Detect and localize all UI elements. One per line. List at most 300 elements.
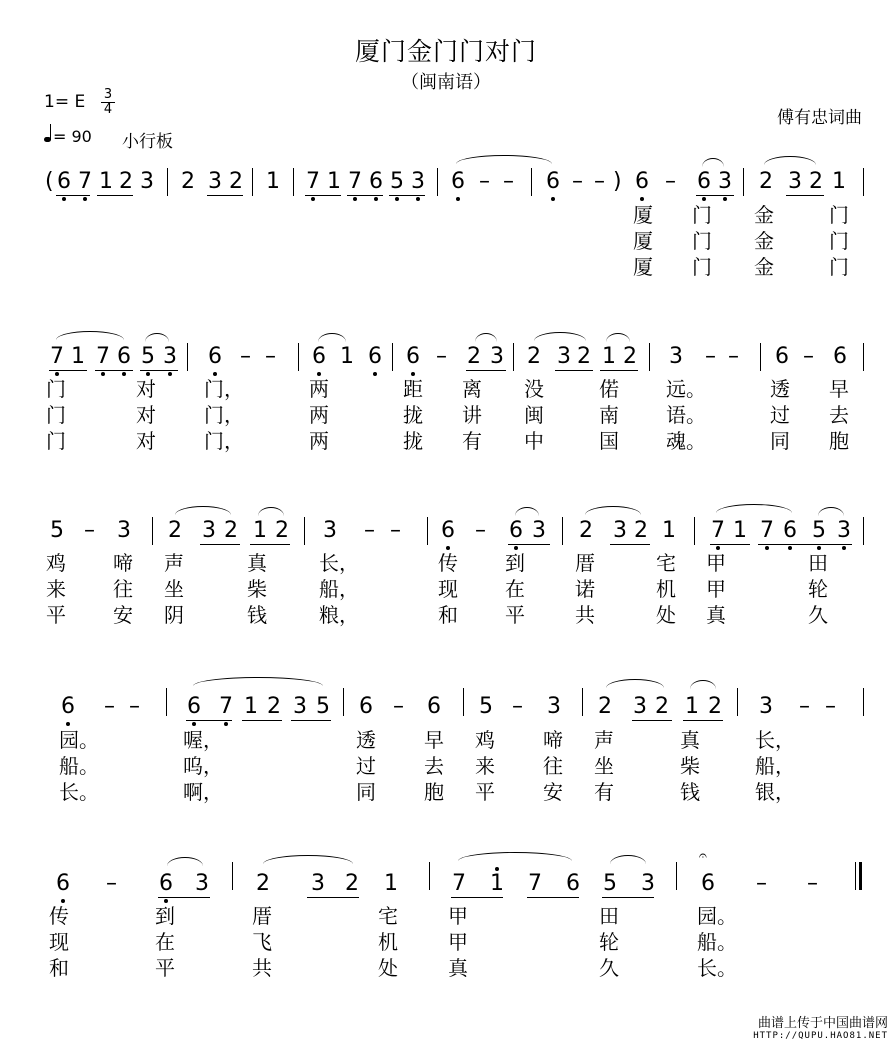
lyric: 和 <box>49 956 69 980</box>
lyric: 船， <box>319 577 359 601</box>
lyric: 离 <box>462 377 482 401</box>
note: 6 <box>56 871 70 896</box>
note: 2 <box>634 518 648 543</box>
lyric: 门 <box>692 255 712 279</box>
lyric: 久 <box>599 956 619 980</box>
note: 3 <box>557 344 571 369</box>
lyric: 平 <box>155 956 175 980</box>
beam <box>683 720 723 721</box>
lyric: 田 <box>599 904 619 928</box>
barline <box>437 168 438 196</box>
lyric: 机 <box>656 577 676 601</box>
barline <box>343 688 344 716</box>
lyric: 对 <box>136 403 156 427</box>
note: 6 <box>427 694 441 719</box>
note: 1 <box>266 169 280 194</box>
dash: – <box>129 694 140 719</box>
beam <box>158 897 210 898</box>
lyric: 甲 <box>448 930 468 954</box>
lyric: 传 <box>49 904 69 928</box>
time-signature <box>101 88 115 117</box>
note: 2 <box>579 518 593 543</box>
note: 7 <box>306 169 320 194</box>
paren-open: ( <box>45 169 54 194</box>
lyric: 诺 <box>575 577 595 601</box>
lyric: 中 <box>524 429 544 453</box>
quarter-note-icon <box>44 137 51 142</box>
note: 5 <box>141 344 155 369</box>
beam <box>602 897 654 898</box>
note: 3 <box>117 518 131 543</box>
note: 6 <box>701 871 715 896</box>
note: 2 <box>598 694 612 719</box>
barline <box>427 517 428 545</box>
lyric: 长， <box>319 551 359 575</box>
lyric: 来 <box>475 754 495 778</box>
note: 2 <box>224 518 238 543</box>
barline <box>392 343 393 371</box>
beam <box>786 195 824 196</box>
slur <box>175 506 231 515</box>
note: 2 <box>708 694 722 719</box>
lyric: 平 <box>505 603 525 627</box>
lyric: 去 <box>424 754 444 778</box>
song-title: 厦门金门门对门 <box>354 37 537 66</box>
lyric: 两 <box>309 403 329 427</box>
barline <box>252 168 253 196</box>
note: 6 <box>775 344 789 369</box>
note: 7 <box>96 344 110 369</box>
lyric: 声 <box>164 551 184 575</box>
lyric: 两 <box>309 429 329 453</box>
beam <box>140 370 178 371</box>
lyric: 甲 <box>448 904 468 928</box>
lyric: 金 <box>754 229 774 253</box>
lyric: 现 <box>438 577 458 601</box>
beam <box>555 370 593 371</box>
lyric: 田 <box>808 551 828 575</box>
note: 3 <box>788 169 802 194</box>
lyric: 两 <box>309 377 329 401</box>
note: 7 <box>711 518 725 543</box>
note: 1 <box>384 871 398 896</box>
dash: – <box>512 694 523 719</box>
lyric: 呜， <box>183 754 223 778</box>
note: 7 <box>760 518 774 543</box>
note: 3 <box>195 871 209 896</box>
lyric: 轮 <box>808 577 828 601</box>
note: 1 <box>685 694 699 719</box>
lyric: 南 <box>599 403 619 427</box>
lyric: 过 <box>770 403 790 427</box>
lyric: 久 <box>808 603 828 627</box>
note: 7 <box>78 169 92 194</box>
note: 2 <box>256 871 270 896</box>
dash: – <box>705 344 716 369</box>
barline <box>863 343 864 371</box>
lyric: 往 <box>543 754 563 778</box>
note: 6 <box>406 344 420 369</box>
note: 2 <box>467 344 481 369</box>
note: 3 <box>718 169 732 194</box>
lyric: 厦 <box>633 203 653 227</box>
lyric: 有 <box>462 429 482 453</box>
note: 6 <box>783 518 797 543</box>
beam <box>389 195 425 196</box>
note: 1 <box>327 169 341 194</box>
lyric: 园。 <box>59 728 99 752</box>
lyric: 金 <box>754 203 774 227</box>
dash: – <box>265 344 276 369</box>
note: 3 <box>411 169 425 194</box>
lyric: 门 <box>46 403 66 427</box>
barline <box>531 168 532 196</box>
barline <box>582 688 583 716</box>
slur <box>56 331 124 340</box>
barline <box>676 862 677 890</box>
note: 6 <box>359 694 373 719</box>
dash: – <box>756 871 767 896</box>
barline <box>649 343 650 371</box>
note: 3 <box>547 694 561 719</box>
beam <box>632 720 672 721</box>
note: 1 <box>244 694 258 719</box>
song-subtitle: （闽南语） <box>401 72 491 93</box>
slur <box>458 852 572 861</box>
beam <box>49 370 87 371</box>
lyric: 飞 <box>252 930 272 954</box>
lyric: 有 <box>594 780 614 804</box>
slur <box>263 855 353 864</box>
lyric: 来 <box>46 577 66 601</box>
lyric: 银， <box>755 780 795 804</box>
slur <box>606 679 664 688</box>
note: 6 <box>566 871 580 896</box>
beam <box>200 544 240 545</box>
dash: – <box>807 871 818 896</box>
lyric: 长。 <box>59 780 99 804</box>
lyric: 金 <box>754 255 774 279</box>
barline <box>863 517 864 545</box>
lyric: 机 <box>378 930 398 954</box>
lyric: 真 <box>247 551 267 575</box>
lyric: 船。 <box>59 754 99 778</box>
lyric: 透 <box>356 728 376 752</box>
beam <box>696 195 734 196</box>
note: 6 <box>441 518 455 543</box>
lyric: 处 <box>656 603 676 627</box>
lyric: 平 <box>475 780 495 804</box>
barline <box>760 343 761 371</box>
barline <box>562 517 563 545</box>
lyric: 真 <box>706 603 726 627</box>
lyric: 钱 <box>680 780 700 804</box>
note: 2 <box>267 694 281 719</box>
barline <box>232 862 233 890</box>
watermark-text: 曲谱上传于中国曲谱网 <box>757 1016 888 1031</box>
lyric: 在 <box>505 577 525 601</box>
beam <box>527 897 579 898</box>
slur <box>585 506 641 515</box>
barline <box>167 168 168 196</box>
barline <box>152 517 153 545</box>
note: 5 <box>50 518 64 543</box>
lyric: 门 <box>829 203 849 227</box>
slur <box>690 680 716 689</box>
note: 6 <box>159 871 173 896</box>
lyric: 厦 <box>633 255 653 279</box>
tempo-value: = 90 <box>53 127 92 146</box>
lyric: 鸡 <box>475 728 495 752</box>
lyric: 门， <box>204 377 244 401</box>
lyric: 过 <box>356 754 376 778</box>
note: 6 <box>208 344 222 369</box>
lyric: 门 <box>829 255 849 279</box>
note: 7 <box>348 169 362 194</box>
dash: – <box>799 694 810 719</box>
lyric: 柴 <box>247 577 267 601</box>
slur <box>610 855 646 864</box>
lyric: 啼 <box>113 551 133 575</box>
note: 2 <box>119 169 133 194</box>
beam <box>291 720 331 721</box>
note: 3 <box>641 871 655 896</box>
lyric: 厦 <box>633 229 653 253</box>
barline <box>863 168 864 196</box>
note: 6 <box>509 518 523 543</box>
dash: – <box>436 344 447 369</box>
dash: – <box>825 694 836 719</box>
note: 1 <box>99 169 113 194</box>
dash: – <box>479 169 490 194</box>
lyric: 早 <box>829 377 849 401</box>
slur <box>818 507 844 516</box>
time-denominator: 4 <box>103 102 113 117</box>
note: 2 <box>809 169 823 194</box>
lyric: 啼 <box>543 728 563 752</box>
barline <box>166 688 167 716</box>
barline <box>304 517 305 545</box>
lyric: 去 <box>829 403 849 427</box>
lyric: 门 <box>46 429 66 453</box>
barline <box>737 688 738 716</box>
note: 1 <box>253 518 267 543</box>
dash: – <box>665 169 676 194</box>
lyric: 早 <box>424 728 444 752</box>
slur <box>515 507 539 516</box>
beam <box>56 195 90 196</box>
note: 2 <box>229 169 243 194</box>
note: 6 <box>833 344 847 369</box>
note: 3 <box>633 694 647 719</box>
lyric: 同 <box>356 780 376 804</box>
lyric: 门， <box>204 403 244 427</box>
note: 3 <box>323 518 337 543</box>
lyric: 距 <box>403 377 423 401</box>
note: 6 <box>187 694 201 719</box>
note: 1 <box>490 871 504 896</box>
barline <box>429 862 430 890</box>
note: 3 <box>759 694 773 719</box>
lyric: 远。 <box>666 377 706 401</box>
lyric: 粮， <box>319 603 359 627</box>
slur <box>764 156 816 165</box>
lyric: 鸡 <box>46 551 66 575</box>
slur <box>258 507 284 516</box>
note: 2 <box>577 344 591 369</box>
dash: – <box>104 694 115 719</box>
lyric: 共 <box>252 956 272 980</box>
lyric: 传 <box>438 551 458 575</box>
lyric: 门 <box>692 203 712 227</box>
note: 5 <box>316 694 330 719</box>
lyric: 甲 <box>706 577 726 601</box>
barline <box>298 343 299 371</box>
beam <box>347 195 383 196</box>
note: 2 <box>527 344 541 369</box>
note: 7 <box>528 871 542 896</box>
lyric: 轮 <box>599 930 619 954</box>
note: 3 <box>532 518 546 543</box>
lyric: 透 <box>770 377 790 401</box>
beam <box>207 195 243 196</box>
lyric: 门， <box>204 429 244 453</box>
beam <box>610 544 650 545</box>
lyric: 宅 <box>656 551 676 575</box>
beam <box>600 370 638 371</box>
lyric: 甲 <box>706 551 726 575</box>
dash: – <box>393 694 404 719</box>
lyric: 厝 <box>575 551 595 575</box>
tempo-marking: 小行板 <box>122 132 173 152</box>
lyric: 安 <box>113 603 133 627</box>
lyric: 平 <box>46 603 66 627</box>
key-signature: 1= E <box>44 92 86 112</box>
beam <box>305 195 341 196</box>
note: 1 <box>340 344 354 369</box>
lyric: 柴 <box>680 754 700 778</box>
lyric: 园。 <box>697 904 737 928</box>
note: 1 <box>71 344 85 369</box>
lyric: 船， <box>755 754 795 778</box>
dash: – <box>390 518 401 543</box>
note: 6 <box>312 344 326 369</box>
dash: – <box>803 344 814 369</box>
lyric: 闽 <box>524 403 544 427</box>
lyric: 长， <box>755 728 795 752</box>
beam <box>250 544 290 545</box>
lyric: 胞 <box>829 429 849 453</box>
beam <box>451 897 503 898</box>
lyric: 厝 <box>252 904 272 928</box>
lyric: 在 <box>155 930 175 954</box>
beam <box>508 544 550 545</box>
final-barline <box>859 862 862 890</box>
tempo <box>44 127 92 146</box>
note: 6 <box>697 169 711 194</box>
lyric: 门 <box>692 229 712 253</box>
note: 2 <box>655 694 669 719</box>
slur <box>534 332 586 341</box>
note: 1 <box>832 169 846 194</box>
lyric: 魂。 <box>666 429 706 453</box>
slur <box>167 857 203 866</box>
watermark <box>753 1017 888 1043</box>
note: 3 <box>490 344 504 369</box>
note: 7 <box>50 344 64 369</box>
note: 2 <box>275 518 289 543</box>
note: 2 <box>168 518 182 543</box>
lyric: 往 <box>113 577 133 601</box>
note: 6 <box>368 344 382 369</box>
lyric: 真 <box>448 956 468 980</box>
note: 3 <box>140 169 154 194</box>
note: 5 <box>390 169 404 194</box>
note: 3 <box>163 344 177 369</box>
beam <box>758 544 852 545</box>
note: 7 <box>219 694 233 719</box>
note: 6 <box>451 169 465 194</box>
barline <box>694 517 695 545</box>
note: 6 <box>369 169 383 194</box>
note: 2 <box>759 169 773 194</box>
fermata-icon: 𝄐 <box>699 848 707 864</box>
note: 6 <box>546 169 560 194</box>
dash: – <box>572 169 583 194</box>
lyric: 门 <box>829 229 849 253</box>
lyric: 对 <box>136 377 156 401</box>
note: 3 <box>669 344 683 369</box>
beam <box>242 720 282 721</box>
dash: – <box>475 518 486 543</box>
note: 5 <box>603 871 617 896</box>
slur <box>193 677 323 686</box>
barline <box>463 688 464 716</box>
lyric: 胞 <box>424 780 444 804</box>
time-numerator: 3 <box>103 87 113 102</box>
dash: – <box>728 344 739 369</box>
lyric: 啊， <box>183 780 223 804</box>
note: 5 <box>812 518 826 543</box>
barline <box>293 168 294 196</box>
watermark-url[interactable]: HTTP://QUPU.HAO81.NET <box>753 1031 888 1041</box>
slur <box>702 158 724 167</box>
note: 2 <box>345 871 359 896</box>
beam <box>186 720 232 721</box>
slur <box>475 333 497 342</box>
barline <box>187 343 188 371</box>
barline <box>743 168 744 196</box>
lyric: 安 <box>543 780 563 804</box>
lyric: 共 <box>575 603 595 627</box>
lyric: 长。 <box>697 956 737 980</box>
lyric: 声 <box>594 728 614 752</box>
note: 6 <box>117 344 131 369</box>
slur <box>318 333 346 342</box>
note: 3 <box>837 518 851 543</box>
beam <box>97 195 133 196</box>
dash: – <box>240 344 251 369</box>
dash: – <box>503 169 514 194</box>
slur <box>716 504 792 513</box>
lyric: 处 <box>378 956 398 980</box>
note: 1 <box>662 518 676 543</box>
lyric: 喔， <box>183 728 223 752</box>
lyric: 没 <box>524 377 544 401</box>
note: 6 <box>61 694 75 719</box>
lyric: 门 <box>46 377 66 401</box>
note: 7 <box>452 871 466 896</box>
